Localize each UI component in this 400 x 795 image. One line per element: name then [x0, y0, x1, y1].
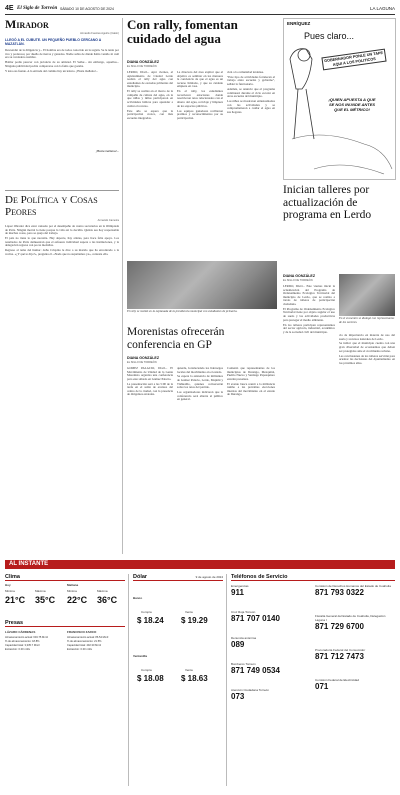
cartoon-label: ENRÍQUEZ: [287, 21, 311, 26]
phone-entry: [315, 584, 395, 597]
morenistas-title: Morenistas ofrecerán conferencia en GP: [127, 326, 225, 351]
presa-block: [5, 630, 63, 652]
mirador-author: Armando Fuentes Aguirre (Catón): [80, 32, 119, 35]
mirador-body: [5, 49, 119, 149]
phone-number: 871 749 0534: [231, 666, 280, 675]
clima-max: 35°C: [35, 595, 56, 605]
rally-col2: [177, 71, 223, 261]
rally-paragraph: Los equipos ganadores recibieron premios y reconocimientos por su participación.: [177, 108, 223, 120]
politica-column: [5, 194, 119, 554]
phone-entry: [315, 648, 395, 661]
dolar-label: Dólar: [133, 574, 223, 581]
morenistas-author: DIANA GONZÁLEZ: [127, 356, 160, 360]
phone-number: 871 707 0140: [231, 614, 280, 623]
phone-name: Denuncia anónima: [231, 636, 257, 640]
phone-entry: [315, 678, 395, 691]
rally-paragraph: Los niños se mostraron entusiasmados con las actividades y se comprometieron a cuidar el agua en sus hogares.: [227, 99, 275, 114]
rally-paragraph: Este año se espera que la participación crezca, con más escuelas integradas.: [127, 108, 173, 120]
talleres-photo: [339, 274, 395, 316]
clima-panel: [5, 574, 125, 614]
rally-paragraph: LERDO, DGO.– Ayer viernes, el Ayuntamiento de Ciudad Lerdo realizó el rally del agua con estudiantes de escuelas primarias del municipio.: [127, 71, 173, 89]
morenistas-paragraph: GÓMEZ PALACIO, DGO.– El Movimiento de Unidad de la Gente Morenista organiza una conferencia para este sábado en Gómez Palacio.: [127, 367, 173, 381]
clima-min: 21°C: [5, 595, 26, 605]
phone-number: 871 712 7473: [315, 652, 364, 661]
politica-paragraph: El país no tiene lo que necesita. Hay deporte, hay atletas, pero hace falta apoyo. Los resultados de París demuestran que el esfuerzo individual supera a las instituciones, y la delegación regresa con pocas medallas.: [5, 236, 119, 248]
dolar-compra-label: Compra: [141, 610, 152, 614]
phone-name: Fiscalía General del Estado de Coahuila, Delegación Laguna I: [315, 614, 386, 622]
divider: [226, 574, 227, 786]
clima-min-label: Mínima: [5, 589, 15, 593]
mirador-column: [5, 18, 119, 186]
rally-photo: [127, 261, 277, 309]
clima-day: Mañana: [67, 583, 79, 587]
phone-entry: [231, 584, 309, 597]
presa-name: FRANCISCO ZARCO: [67, 630, 97, 634]
dolar-venta: $ 18.63: [181, 674, 208, 683]
clima-label: Clima: [5, 574, 125, 581]
talleres-outlet: EL SIGLO DE TORREÓN: [283, 279, 313, 282]
presa-row: Capacidad total: 402.30 Mm3: [67, 644, 101, 647]
dolar-venta: $ 19.29: [181, 616, 208, 625]
phone-number: 073: [231, 692, 245, 701]
telefonos-panel: [231, 574, 395, 786]
dolar-date: 9 de agosto de 2024: [195, 575, 223, 579]
cartoon: [283, 18, 396, 180]
rally-paragraph: Además, se anunció que el programa continuará durante el ciclo escolar en otras escuelas del municipio.: [227, 86, 275, 99]
presas-label: Presas: [5, 620, 125, 627]
dolar-row: [133, 596, 223, 625]
rally-paragraph: La directora del área explicó que el objetivo es sembrar en los menores la conciencia de que el agua es un recurso limitado, y que su cuidado empieza en casa.: [177, 71, 223, 89]
presa-row: % de almacenamiento: 18.8%: [5, 640, 40, 643]
paper-name: El Siglo de Torreón: [17, 6, 58, 11]
presa-row: Almacenamiento actual: 604.75 Mm3: [5, 636, 48, 639]
talleres-col1: [283, 285, 335, 545]
morenistas-article: [127, 326, 277, 554]
page-number: 4E: [5, 5, 14, 12]
morenistas-col2: [177, 367, 223, 552]
presa-row: Extracción: 0.00 m3/s: [67, 648, 92, 651]
politica-title: De Política y Cosas Peores: [5, 194, 98, 218]
phone-number: 089: [231, 640, 245, 649]
dolar-row: [133, 654, 223, 683]
talleres-author: DIANA GONZÁLEZ: [283, 274, 316, 278]
cartoon-speech: Pues claro...: [304, 31, 355, 41]
telefonos-label: Teléfonos de Servicio: [231, 574, 395, 581]
clima-min: 22°C: [67, 595, 88, 605]
morenistas-paragraph: El evento busca reunir a la militancia rumbo a las próximas elecciones internas del movimiento en el estado de Durango.: [227, 381, 275, 397]
mirador-subtitle: LLEGÓ A EL CUBUTE. UN PEQUEÑO PUEBLO CERCANO A MAZATLÁN.: [5, 38, 102, 46]
rally-paragraph: En el rally, los estudiantes recorrieron estaciones donde resolvieron retos relacionados con el ahorro del agua, reciclaje y limpieza de los espacios públicos.: [177, 89, 223, 108]
rally-col3: [227, 71, 275, 261]
dolar-venta-label: Venta: [185, 668, 193, 672]
phone-entry: [315, 614, 395, 631]
phone-entry: [231, 662, 309, 675]
talleres-paragraph: LERDO, DGO.– Este viernes inició la actualización del Programa de Ordenamiento Ecológico Territorial del municipio de Lerdo, que se realiza a través de talleres de participación ciudadana.: [283, 285, 335, 306]
presa-name: LÁZARO CÁRDENAS: [5, 630, 36, 634]
rally-outlet: EL SIGLO DE TORREÓN: [127, 65, 157, 68]
rally-paragraph: ción a la comunidad lerdense.: [227, 71, 264, 74]
phone-number: 071: [315, 682, 329, 691]
presa-row: Extracción: 0.00 m3/s: [5, 648, 30, 651]
section-name: LA LAGUNA: [369, 6, 395, 11]
dolar-panel: [133, 574, 223, 786]
morenistas-paragraph: Comentó que representantes de los municipios de Durango, Mezquital, Pueblo Nuevo y Santiago Papasquiaro estarán presentes.: [227, 367, 275, 381]
politica-paragraph: López Obrador dice estar cansado por el desempeño de cuatro secretarios en la Olimpiada de París. Ningún mortal lo tiene porque la vida así lo decidió. Quizás sea hoy responsable de muchas cosas, pero se queja del trabajo.: [5, 225, 119, 236]
phone-entry: [231, 688, 309, 701]
presa-row: Capacidad total: 3,335.7 Mm3: [5, 644, 40, 647]
talleres-paragraph: El Programa de Ordenamiento Ecológico Territorial tiene por objeto regular el uso de suelo y las actividades productivas para proteger el medio ambiente.: [283, 306, 335, 322]
divider: [122, 18, 123, 554]
rally-caption: El rally se realizó en la explanada de la presidencia municipal con estudiantes de primaria.: [127, 309, 238, 313]
issue-date: SÁBADO 10 DE AGOSTO DE 2024: [60, 7, 114, 11]
talleres-col2: [339, 334, 395, 546]
mirador-title: Mirador: [5, 17, 49, 31]
cartoon-sign-2: ¡QUIEN APUESTA A QUE SE NOS INUNDE ANTES QUE EL MÉTRICO!: [328, 97, 376, 112]
presa-block: [67, 630, 125, 652]
mirador-paragraph: Y ésta esa fuente. A la entrada del camino hay un letrero. ¡Hasta mañana!...: [5, 68, 99, 73]
talleres-article: [283, 184, 395, 554]
talleres-paragraph: cia de importancia en materia de uso del suelo y recursos naturales de Lerdo.: [339, 334, 395, 341]
politica-paragraph: Regreso al tema del humor: doña Crispina le dice a su marido que ha encontrado a la vecina. «¿Y qué te dijo?», pregunta él. «Nada que no supiéramos ya», contesta ella.: [5, 248, 119, 256]
header-bar: [5, 5, 395, 15]
morenistas-paragraph: quierda, fortaleciendo los liderazgos locales del movimiento en el estado.: [177, 367, 223, 374]
cartoon-sign-1: GOBERNADOR PONLE UN TAPE AQUI A LOS POLITICOS: [321, 49, 386, 71]
phone-name: Comisión de Derechos Humanos del Estado de Coahuila: [315, 584, 391, 588]
talleres-paragraph: En los talleres participan representantes del sector agrícola, industrial, académico y de la sociedad civil del municipio.: [283, 322, 335, 334]
clima-max-label: Máxima: [97, 589, 108, 593]
phone-name: Atención Ciudadana Torreón: [231, 688, 269, 692]
presa-row: % de almacenamiento: 21.5%: [67, 640, 102, 643]
rally-author: DIANA GONZÁLEZ: [127, 60, 160, 64]
rally-paragraph: "Este tipo de actividades fortalecen el trabajo entre escuelas y gobierno", señaló la funcionaria.: [227, 74, 275, 87]
morenistas-paragraph: La presentación será a las 5:00 de la tarde en el salón de eventos del centro de la ciudad, con la presencia de dirigentes estatales.: [127, 381, 173, 397]
phone-name: Emergencias: [231, 584, 249, 588]
morenistas-col1: [127, 367, 173, 552]
talleres-paragraph: Las conclusiones de los talleres servirán para orientar las decisiones del Ayuntamiento en los próximos años.: [339, 353, 395, 365]
morenistas-paragraph: Los organizadores indicaron que la conferencia será abierta al público en general.: [177, 390, 223, 402]
phone-number: 871 729 6700: [315, 622, 364, 631]
clima-day: Hoy: [5, 583, 11, 587]
phone-number: 871 793 0322: [315, 588, 364, 597]
clima-city: [5, 583, 63, 605]
phone-number: 911: [231, 588, 244, 597]
talleres-caption: En el encuentro se dialogó con representantes de los sectores.: [339, 316, 395, 324]
divider: [5, 190, 119, 191]
rally-col1: [127, 71, 173, 261]
mirador-paragraph: Descendió de la diligencia y... El hombre era de todos conocido en la región. Se le tenía por rico y poderoso; por dueño de tierras y ganados. Nadie sabía de dónde había venido ni cuál era su verdadero nombre.: [5, 49, 119, 60]
talleres-title: Inician talleres por actualización de programa en Lerdo: [283, 184, 372, 221]
phone-name: Procuraduría Federal del Consumidor: [315, 648, 366, 652]
phone-entry: [231, 610, 309, 623]
dolar-row-name: Banco: [133, 596, 143, 600]
politica-author: Armando Camorra: [97, 219, 119, 222]
dolar-compra: $ 18.24: [137, 616, 164, 625]
mirador-paragraph: Hablar podía parecer con jactancia de su amistad. El Señor... sin embargo, aquellos... Ninguna publicidad podría compararse con la fama que gozaba.: [5, 60, 119, 68]
phone-name: Bomberos Torreón: [231, 662, 256, 666]
clima-city: [67, 583, 125, 605]
dolar-venta-label: Venta: [185, 610, 193, 614]
phone-entry: [231, 636, 309, 649]
phone-name: Cruz Roja Torreón: [231, 610, 256, 614]
politica-body: [5, 225, 119, 543]
dolar-row-name: Ventanilla: [133, 654, 148, 658]
talleres-paragraph: Se indicó que el municipio cuenta con una gran diversidad de ecosistemas que deben ser protegidos ante el crecimiento urbano.: [339, 341, 395, 353]
phone-name: Comisión Federal de Electricidad: [315, 678, 360, 682]
clima-max: 36°C: [97, 595, 118, 605]
morenistas-col3: [227, 367, 275, 552]
rally-article: [127, 18, 277, 318]
rally-title: Con rally, fomentan cuidado del agua: [127, 17, 238, 46]
mirador-signoff: ¡Hasta mañana!...: [95, 149, 119, 153]
morenistas-paragraph: Se espera la asistencia de militantes de Gómez Palacio, Lerdo, Mapimí y Tlahualilo, quienes conversarán sobre los retos del partido.: [177, 374, 223, 390]
presas-panel: [5, 620, 125, 785]
al-instante-bar: AL INSTANTE: [5, 560, 395, 569]
clima-min-label: Mínima: [67, 589, 77, 593]
morenistas-outlet: EL SIGLO DE TORREÓN: [127, 361, 157, 364]
divider: [128, 574, 129, 786]
dolar-compra: $ 18.08: [137, 674, 164, 683]
dolar-compra-label: Compra: [141, 668, 152, 672]
rally-paragraph: El rally se realizó en el marco de la campaña de cultura del agua, en la que niñas y niños participaron en actividades lúdicas para aprender a cuidar el recurso.: [127, 89, 173, 108]
clima-max-label: Máxima: [35, 589, 46, 593]
presa-row: Almacenamiento actual: 86.54 Mm3: [67, 636, 109, 639]
